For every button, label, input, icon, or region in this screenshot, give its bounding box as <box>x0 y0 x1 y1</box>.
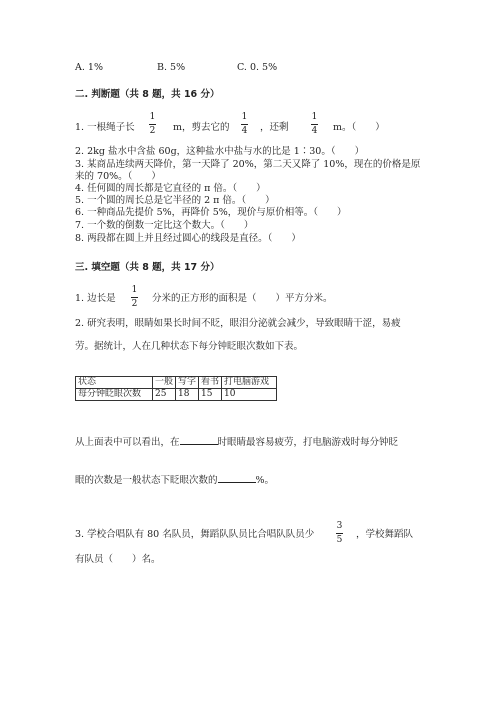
s2-q1-fraction-2 <box>241 113 248 136</box>
table-cell: 每分钟眨眼次数 <box>76 389 153 401</box>
section-3-title: 三. 填空题（共 8 题，共 17 分） <box>75 262 220 273</box>
s2-q1-fraction-3 <box>311 113 318 136</box>
line3-text-b: 时眼睛最容易疲劳，打电脑游戏时每分钟眨 <box>217 437 399 448</box>
fraction-bar <box>241 124 248 125</box>
numerator: 1 <box>311 112 318 122</box>
option-c: C. 0. 5% <box>237 62 278 73</box>
s2-q7: 7. 一个数的倒数一定比这个数大。（ ） <box>75 220 254 231</box>
section-2-title: 二. 判断题（共 8 题，共 16 分） <box>75 89 220 100</box>
line4-text-a: 眼的次数是一般状态下眨眼次数的 <box>75 475 218 486</box>
s3-q2-line2: 劳。据统计，人在几种状态下每分钟眨眼次数如下表。 <box>75 341 304 352</box>
table-row <box>76 389 277 401</box>
s2-q3-line2: 来的 70%。（ ） <box>75 171 161 182</box>
s2-q6: 6. 一种商品先提价 5%，再降价 5%，现价与原价相等。（ ） <box>75 207 347 218</box>
s3-q1-part1: 1. 边长是 <box>75 293 116 304</box>
blink-table <box>75 376 277 401</box>
numerator: 1 <box>149 112 156 122</box>
table-cell: 15 <box>199 389 222 401</box>
line3-text-a: 从上面表中可以看出，在 <box>75 437 180 448</box>
fraction-bar <box>311 124 318 125</box>
s2-q1-part1: 1. 一根绳子长 <box>75 122 135 133</box>
s2-q2: 2. 2kg 盐水中含盐 60g，这种盐水中盐与水的比是 1∶30。（ ） <box>75 146 365 157</box>
s2-q1-fraction-1 <box>149 113 156 136</box>
table-cell: 18 <box>176 389 199 401</box>
fraction-bar <box>149 124 156 125</box>
s3-q3-part1: 3. 学校合唱队有 80 名队员，舞蹈队队员比合唱队队员少 <box>75 529 315 540</box>
denominator: 5 <box>336 535 343 545</box>
table-cell: 25 <box>153 389 176 401</box>
denominator: 4 <box>241 126 248 136</box>
s3-q3-line2: 有队员（ ）名。 <box>75 554 161 565</box>
s3-q2-line1: 2. 研究表明，眼睛如果长时间不眨，眼泪分泌就会减少，导致眼睛干涩，易疲 <box>75 318 401 329</box>
answer-blank[interactable] <box>218 473 256 483</box>
denominator: 4 <box>311 126 318 136</box>
s3-q2-line4 <box>75 473 274 487</box>
s3-q3-part2: ，学校舞蹈队 <box>356 529 414 540</box>
denominator: 2 <box>131 299 138 309</box>
numerator: 1 <box>131 285 138 295</box>
s2-q1-part3: ，还剩 <box>260 122 289 133</box>
s3-q1-part2: 分米的正方形的面积是（ ）平方分米。 <box>152 293 333 304</box>
table-cell: 看书 <box>199 377 222 389</box>
answer-blank[interactable] <box>180 435 218 445</box>
s2-q1-part4: m。（ ） <box>333 122 385 133</box>
s2-q4: 4. 任何圆的周长都是它直径的 π 倍。（ ） <box>75 183 266 194</box>
fraction-bar <box>336 533 343 534</box>
table-cell: 10 <box>222 389 277 401</box>
s2-q1-part2: m，剪去它的 <box>173 122 230 133</box>
option-a: A. 1% <box>75 62 103 73</box>
numerator: 3 <box>336 521 343 531</box>
line4-text-b: %。 <box>255 475 275 486</box>
table-cell: 写字 <box>176 377 199 389</box>
s3-q1-fraction <box>131 286 138 309</box>
numerator: 1 <box>241 112 248 122</box>
option-b: B. 5% <box>157 62 186 73</box>
s3-q3-fraction <box>336 522 343 545</box>
s2-q8: 8. 两段都在圆上并且经过圆心的线段是直径。（ ） <box>75 233 301 244</box>
table-cell: 打电脑游戏 <box>222 377 277 389</box>
table-header-row <box>76 377 277 389</box>
s2-q3-line1: 3. 某商品连续两天降价，第一天降了 20%，第二天又降了 10%，现在的价格是原 <box>75 159 421 170</box>
table-cell: 状态 <box>76 377 153 389</box>
denominator: 2 <box>149 126 156 136</box>
table-cell: 一般 <box>153 377 176 389</box>
s2-q5: 5. 一个圆的周长总是它半径的 2 π 倍。（ ） <box>75 195 275 206</box>
s3-q2-line3 <box>75 435 398 449</box>
fraction-bar <box>131 297 138 298</box>
